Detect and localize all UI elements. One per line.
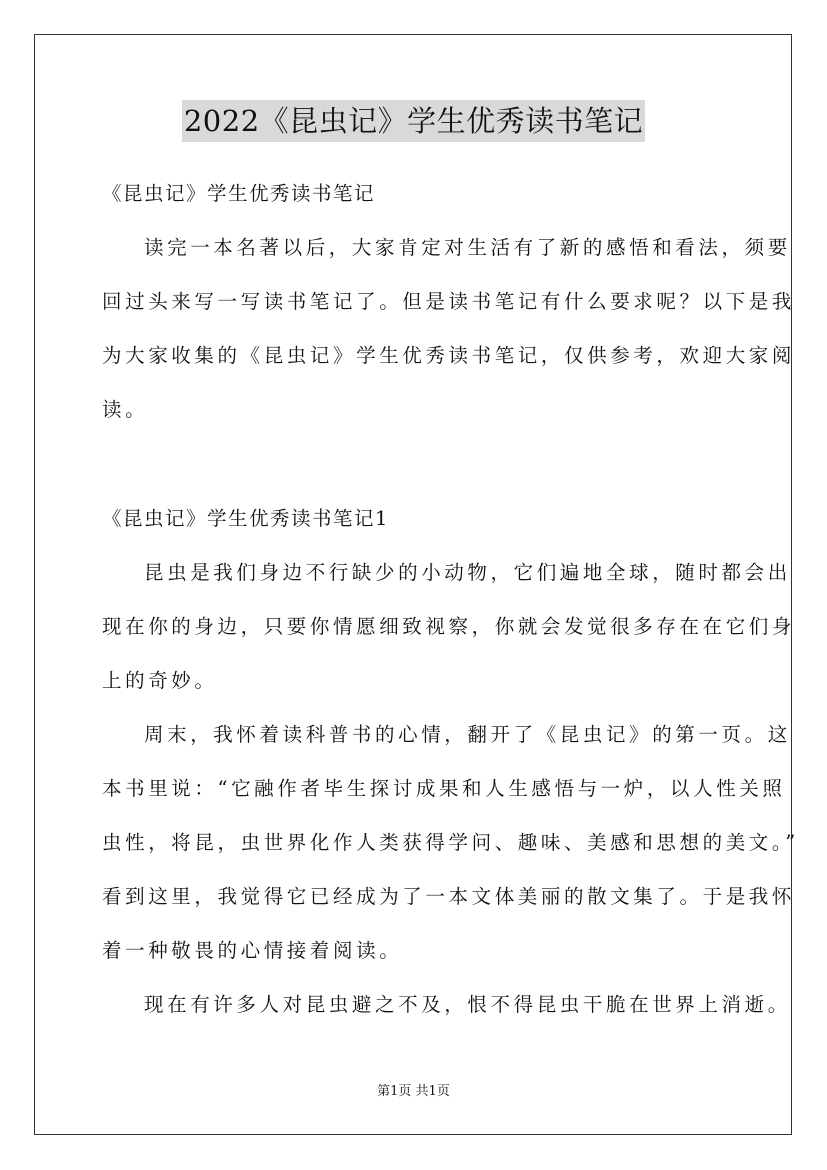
section-heading: 《昆虫记》学生优秀读书笔记 <box>102 182 376 205</box>
paragraph-line: 上的奇妙。 <box>102 669 218 692</box>
paragraph-line: 着一种敬畏的心情接着阅读。 <box>102 939 403 962</box>
paragraph-line: 周末，我怀着读科普书的心情，翻开了《昆虫记》的第一页。这 <box>144 723 791 746</box>
paragraph-line: 昆虫是我们身边不行缺少的小动物，它们遍地全球，随时都会出 <box>144 561 791 584</box>
paragraph-line: 虫性，将昆，虫世界化作人类获得学问、趣味、美感和思想的美文。” <box>102 831 799 854</box>
title-container <box>0 100 827 142</box>
paragraph-line: 现在你的身边，只要你情愿细致视察，你就会发觉很多存在在它们身 <box>102 615 796 638</box>
paragraph-line: 回过头来写一写读书笔记了。但是读书笔记有什么要求呢？以下是我 <box>102 290 796 313</box>
paragraph-line: 读。 <box>102 398 149 421</box>
paragraph-line: 现在有许多人对昆虫避之不及，恨不得昆虫干脆在世界上消逝。 <box>144 993 791 1016</box>
paragraph-line: 看到这里，我觉得它已经成为了一本文体美丽的散文集了。于是我怀 <box>102 885 796 908</box>
paragraph-line: 读完一本名著以后，大家肯定对生活有了新的感悟和看法，须要 <box>144 236 791 259</box>
page-number-footer: 第1页 共1页 <box>377 1084 450 1099</box>
document-title: 2022《昆虫记》学生优秀读书笔记 <box>182 100 645 142</box>
paragraph-line: 本书里说：“它融作者毕生探讨成果和人生感悟与一炉，以人性关照 <box>102 777 786 800</box>
section-heading: 《昆虫记》学生优秀读书笔记1 <box>102 507 389 530</box>
paragraph-line: 为大家收集的《昆虫记》学生优秀读书笔记，仅供参考，欢迎大家阅 <box>102 344 796 367</box>
